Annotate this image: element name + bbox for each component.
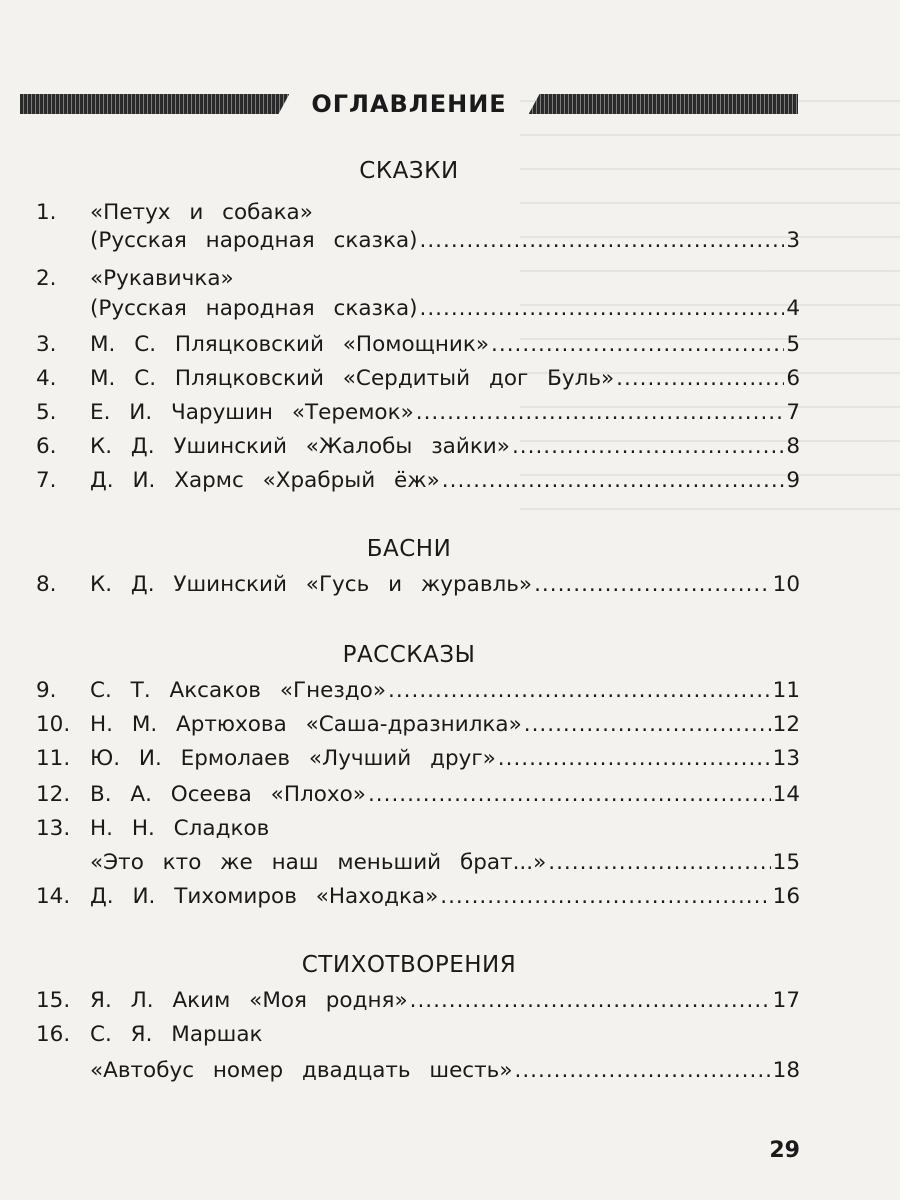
toc-entry-5[interactable] [36, 400, 800, 434]
toc-entry-12[interactable] [36, 782, 800, 816]
entry-page: 17 [772, 988, 800, 1013]
entry-page: 10 [772, 572, 800, 597]
toc-entry-3[interactable] [36, 332, 800, 366]
entry-subtitle: «Это кто же наш меньший брат...» [90, 850, 547, 875]
entry-number: 11. [36, 746, 71, 771]
entry-page: 8 [786, 434, 800, 459]
section-heading-rasskazy: РАССКАЗЫ [342, 642, 476, 668]
toc-entry-8[interactable] [36, 572, 800, 606]
title-decoration-left [20, 94, 289, 114]
entry-title: Н. Н. Сладков [90, 816, 270, 841]
page-number: 29 [769, 1138, 800, 1163]
entry-page: 15 [772, 850, 800, 875]
entry-page: 13 [772, 746, 800, 771]
entry-title: «Петух и собака» [90, 200, 313, 225]
toc-entry-10[interactable] [36, 712, 800, 746]
leader-dots [420, 228, 785, 253]
entry-page: 16 [772, 884, 800, 909]
entry-number: 15. [36, 988, 71, 1013]
leader-dots [514, 1058, 770, 1083]
entry-number: 12. [36, 782, 71, 807]
entry-title: М. С. Пляцковский «Сердитый дог Буль» [90, 366, 615, 391]
leader-dots [524, 712, 771, 737]
entry-number: 1. [36, 200, 57, 225]
entry-title: Н. М. Артюхова «Саша-дразнилка» [90, 712, 522, 737]
entry-page: 12 [772, 712, 800, 737]
entry-page: 18 [772, 1058, 800, 1083]
entry-page: 14 [772, 782, 800, 807]
leader-dots [548, 850, 770, 875]
entry-page: 4 [786, 296, 800, 321]
toc-entry-7[interactable] [36, 468, 800, 502]
entry-number: 9. [36, 678, 57, 703]
leader-dots [416, 400, 785, 425]
leader-dots [616, 366, 784, 391]
entry-number: 10. [36, 712, 71, 737]
entry-page: 6 [786, 366, 800, 391]
entry-number: 3. [36, 332, 57, 357]
leader-dots [491, 332, 784, 357]
leader-dots [388, 678, 771, 703]
section-heading-stikhotvoreniya: СТИХОТВОРЕНИЯ [301, 952, 517, 978]
toc-entry-14[interactable] [36, 884, 800, 918]
entry-page: 9 [786, 468, 800, 493]
entry-subtitle: (Русская народная сказка) [90, 228, 418, 253]
toc-entry-2-continued[interactable] [36, 296, 800, 330]
toc-entry-6[interactable] [36, 434, 800, 468]
toc-entry-9[interactable] [36, 678, 800, 712]
entry-number: 13. [36, 816, 71, 841]
leader-dots [498, 746, 771, 771]
entry-title: В. А. Осеева «Плохо» [90, 782, 366, 807]
leader-dots [440, 884, 770, 909]
page-title: ОГЛАВЛЕНИЕ [311, 90, 507, 118]
entry-number: 16. [36, 1022, 71, 1047]
leader-dots [534, 572, 771, 597]
title-decoration-right [529, 94, 798, 114]
entry-number: 5. [36, 400, 57, 425]
leader-dots [368, 782, 771, 807]
title-bar [20, 86, 798, 122]
entry-title: Я. Л. Аким «Моя родня» [90, 988, 408, 1013]
toc-entry-13[interactable] [36, 816, 800, 850]
leader-dots [442, 468, 785, 493]
toc-entry-2[interactable] [36, 266, 800, 300]
leader-dots [512, 434, 784, 459]
entry-title: С. Т. Аксаков «Гнездо» [90, 678, 386, 703]
entry-subtitle: (Русская народная сказка) [90, 296, 418, 321]
entry-title: «Рукавичка» [90, 266, 234, 291]
entry-page: 3 [786, 228, 800, 253]
entry-page: 5 [786, 332, 800, 357]
entry-number: 2. [36, 266, 57, 291]
entry-number: 7. [36, 468, 57, 493]
toc-entry-1-continued[interactable] [36, 228, 800, 262]
section-heading-basni: БАСНИ [366, 536, 452, 562]
entry-title: Д. И. Тихомиров «Находка» [90, 884, 439, 909]
entry-title: Д. И. Хармс «Храбрый ёж» [90, 468, 440, 493]
entry-number: 14. [36, 884, 71, 909]
toc-entry-4[interactable] [36, 366, 800, 400]
section-heading-skazki: СКАЗКИ [359, 158, 459, 184]
entry-title: К. Д. Ушинский «Гусь и журавль» [90, 572, 533, 597]
entry-title: К. Д. Ушинский «Жалобы зайки» [90, 434, 510, 459]
leader-dots [410, 988, 771, 1013]
toc-entry-16[interactable] [36, 1022, 800, 1056]
leader-dots [420, 296, 785, 321]
toc-entry-13-continued[interactable] [36, 850, 800, 884]
entry-subtitle: «Автобус номер двадцать шесть» [90, 1058, 513, 1083]
toc-entry-15[interactable] [36, 988, 800, 1022]
entry-title: С. Я. Маршак [90, 1022, 263, 1047]
toc-entry-11[interactable] [36, 746, 800, 780]
entry-page: 7 [786, 400, 800, 425]
entry-number: 8. [36, 572, 57, 597]
entry-title: Ю. И. Ермолаев «Лучший друг» [90, 746, 496, 771]
entry-title: Е. И. Чарушин «Теремок» [90, 400, 414, 425]
entry-title: М. С. Пляцковский «Помощник» [90, 332, 490, 357]
toc-entry-16-continued[interactable] [36, 1058, 800, 1092]
entry-number: 4. [36, 366, 57, 391]
entry-number: 6. [36, 434, 57, 459]
entry-page: 11 [772, 678, 800, 703]
